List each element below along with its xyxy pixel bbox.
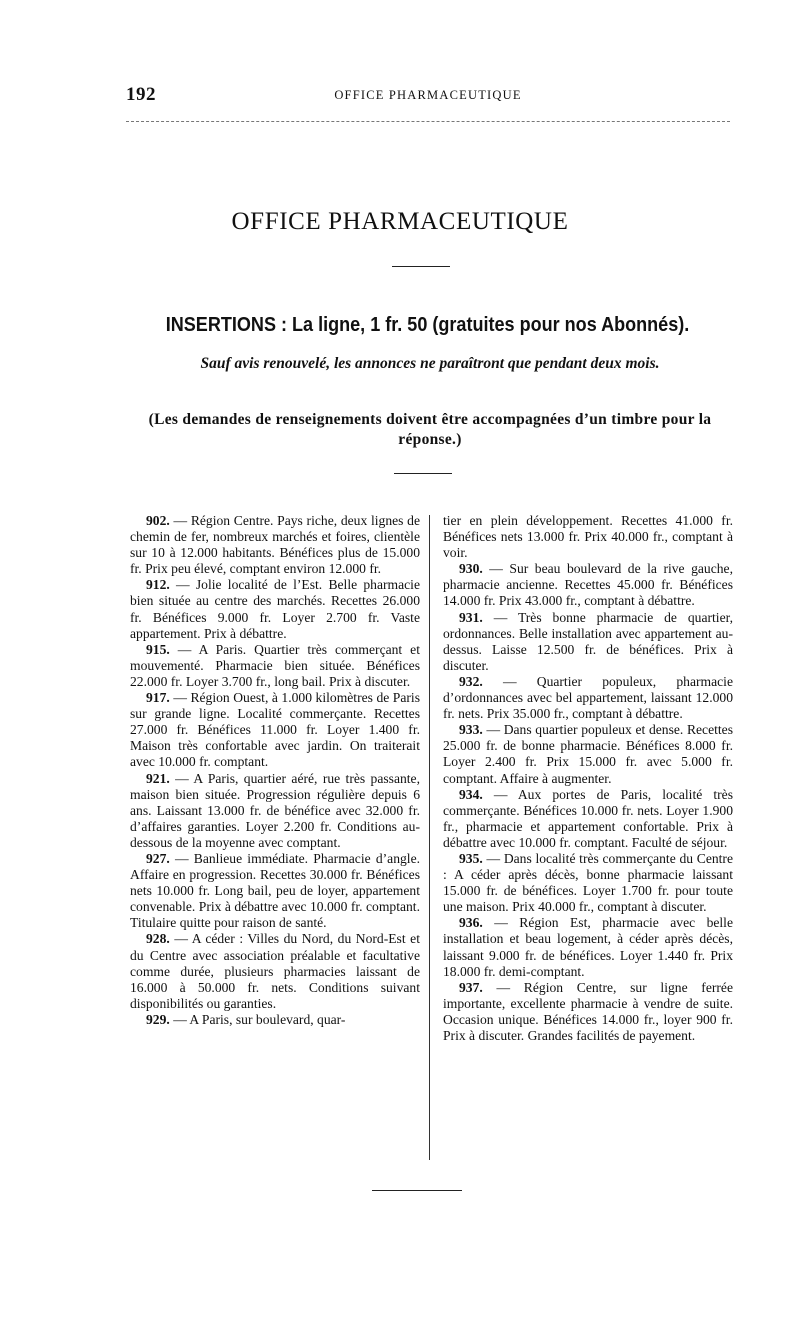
- ad-number: 928.: [146, 931, 170, 947]
- ad-number: 921.: [146, 770, 170, 786]
- ad-entry: [443, 787, 733, 851]
- ad-number: 927.: [146, 850, 170, 866]
- ad-entry: [130, 771, 420, 851]
- ad-text: tier en plein développement. Recettes 41.000 fr. Bénéfices nets 13.000 fr. Prix 40.000 fr., comptant à voir.: [443, 513, 733, 561]
- ad-text: — A céder : Villes du Nord, du Nord-Est et du Centre avec association préalable et facultative comme durée, plusieurs pharmacies laissant de 16.000 à 50.000 fr. nets. Conditions suivant disponibilités ou garanties.: [130, 931, 420, 1011]
- ad-entry: [130, 931, 420, 1011]
- ads-column-left: [130, 513, 420, 1028]
- ad-entry: [443, 851, 733, 915]
- ad-text: — Sur beau boulevard de la rive gauche, pharmacie ancienne. Recettes 45.000 fr. Bénéfices 14.000 fr. Prix 43.000 fr., comptant à débattre.: [443, 561, 733, 609]
- ad-entry: [130, 690, 420, 770]
- column-divider: [429, 515, 430, 1160]
- ad-text: — Région Centre. Pays riche, deux lignes de chemin de fer, nombreux marchés et foires, clientèle sur 10 à 12.000 habitants. Bénéfices plus de 15.000 fr. Prix peu élevé, comptant environ 12.000 fr.: [130, 513, 420, 577]
- inquiry-notice: (Les demandes de renseignements doivent être accompagnées d’un timbre pour la réponse.): [148, 411, 712, 448]
- ad-text: — Quartier populeux, pharmacie d’ordonnances avec bel appartement, laissant 12.000 fr. nets. Prix 35.000 fr., comptant à débattre.: [443, 673, 733, 722]
- page-number: 192: [126, 84, 156, 105]
- ad-entry: [130, 642, 420, 690]
- title-divider: [392, 266, 450, 267]
- ad-text: — Région Ouest, à 1.000 kilomètres de Paris sur grande ligne. Localité commerçante. Recettes 27.000 fr. Bénéfices 11.000 fr. Loyer 1.400 fr. Maison très confortable avec jardin. On traiterait avec 10.000 fr. comptant.: [130, 690, 420, 770]
- ad-text: — Aux portes de Paris, localité très commerçante. Bénéfices 10.000 fr. nets. Loyer 1.900 fr., pharmacie et appartement confortable. Prix à débattre avec 10.000 fr. comptant. Faculté de séjour.: [443, 786, 733, 850]
- ad-number: 933.: [459, 722, 483, 738]
- running-title: OFFICE PHARMACEUTIQUE: [334, 88, 522, 102]
- ad-text: — Très bonne pharmacie de quartier, ordonnances. Belle installation avec appartement au-dessus. Laisse 12.500 fr. de bénéfices. Prix à discuter.: [443, 609, 733, 673]
- ad-number: 929.: [146, 1011, 170, 1027]
- ad-text: — Région Centre, sur ligne ferrée importante, excellente pharmacie à vendre de suite. Occasion unique. Bénéfices 14.000 fr., loyer 900 fr. Prix à discuter. Grandes facilités de payement.: [443, 979, 733, 1043]
- ads-column-right: [443, 513, 733, 1044]
- footer-divider: [372, 1190, 462, 1191]
- ad-number: 915.: [146, 641, 170, 657]
- ad-entry: [443, 722, 733, 786]
- renewal-notice: Sauf avis renouvelé, les annonces ne paraîtront que pendant deux mois.: [200, 355, 660, 372]
- ad-entry: [443, 674, 733, 722]
- page-header: [126, 84, 730, 110]
- header-divider: [126, 121, 730, 122]
- ad-number: 930.: [459, 561, 483, 577]
- ad-text: — Région Est, pharmacie avec belle installation et beau logement, à céder après décès, laissant 9.000 fr. de bénéfices. Loyer 1.440 fr. Prix 18.000 fr. demi-comptant.: [443, 915, 733, 979]
- ad-entry: [443, 610, 733, 674]
- page-title: OFFICE PHARMACEUTIQUE: [231, 208, 569, 235]
- ad-entry: [130, 577, 420, 641]
- ad-text: — Dans localité très commerçante du Centre : A céder après décès, bonne pharmacie laissant 15.000 fr. de bénéfices. Loyer 1.700 fr. pour toute une maison. Prix 40.000 fr., comptant à discuter.: [443, 850, 733, 915]
- ad-number: 932.: [459, 673, 483, 689]
- section-divider: [394, 473, 452, 474]
- insertions-rate: INSERTIONS : La ligne, 1 fr. 50 (gratuites pour nos Abonnés).: [165, 313, 690, 336]
- ad-number: 935.: [459, 850, 483, 866]
- ad-number: 931.: [459, 609, 483, 625]
- ad-text: — Jolie localité de l’Est. Belle pharmacie bien située au centre des marchés. Recettes 26.000 fr. Bénéfices 9.000 fr. Loyer 2.700 fr. Vaste appartement. Prix à débattre.: [130, 577, 420, 641]
- ad-number: 934.: [459, 786, 483, 802]
- ad-text: — A Paris, quartier aéré, rue très passante, maison bien située. Progression régulière depuis 6 ans. Laissant 13.000 fr. de bénéfice avec 32.000 fr. d’affaires garanties. Loyer 2.200 fr. Conditions au-dessous de la moyenne avec comptant.: [130, 770, 420, 850]
- ad-number: 936.: [459, 915, 483, 931]
- ad-text: — Banlieue immédiate. Pharmacie d’angle. Affaire en progression. Recettes 30.000 fr. Bénéfices nets 10.000 fr. Long bail, peu de loyer, appartement convenable. Prix à débattre avec 10.000 fr. comptant. Titulaire quitte pour raison de santé.: [130, 850, 420, 931]
- ad-text: — Dans quartier populeux et dense. Recettes 25.000 fr. de bonne pharmacie. Bénéfices 8.000 fr. Loyer 2.400 fr. Prix 15.000 fr. avec 5.000 fr. comptant. Affaire à augmenter.: [443, 722, 733, 786]
- ad-entry-continued: [443, 513, 733, 561]
- ad-number: 917.: [146, 690, 170, 706]
- ad-entry: [443, 915, 733, 979]
- ad-entry: [443, 980, 733, 1044]
- ad-entry: [443, 561, 733, 609]
- ad-number: 937.: [459, 979, 483, 995]
- ad-text: — A Paris. Quartier très commerçant et mouvementé. Pharmacie bien située. Bénéfices 22.000 fr. Loyer 3.700 fr., long bail. Prix à discuter.: [130, 641, 420, 689]
- ad-entry: [130, 513, 420, 577]
- ad-entry: [130, 851, 420, 931]
- ad-text: — A Paris, sur boulevard, quar-: [169, 1011, 346, 1027]
- ad-number: 902.: [146, 513, 170, 528]
- ad-number: 912.: [146, 577, 170, 593]
- ad-entry: [130, 1012, 420, 1028]
